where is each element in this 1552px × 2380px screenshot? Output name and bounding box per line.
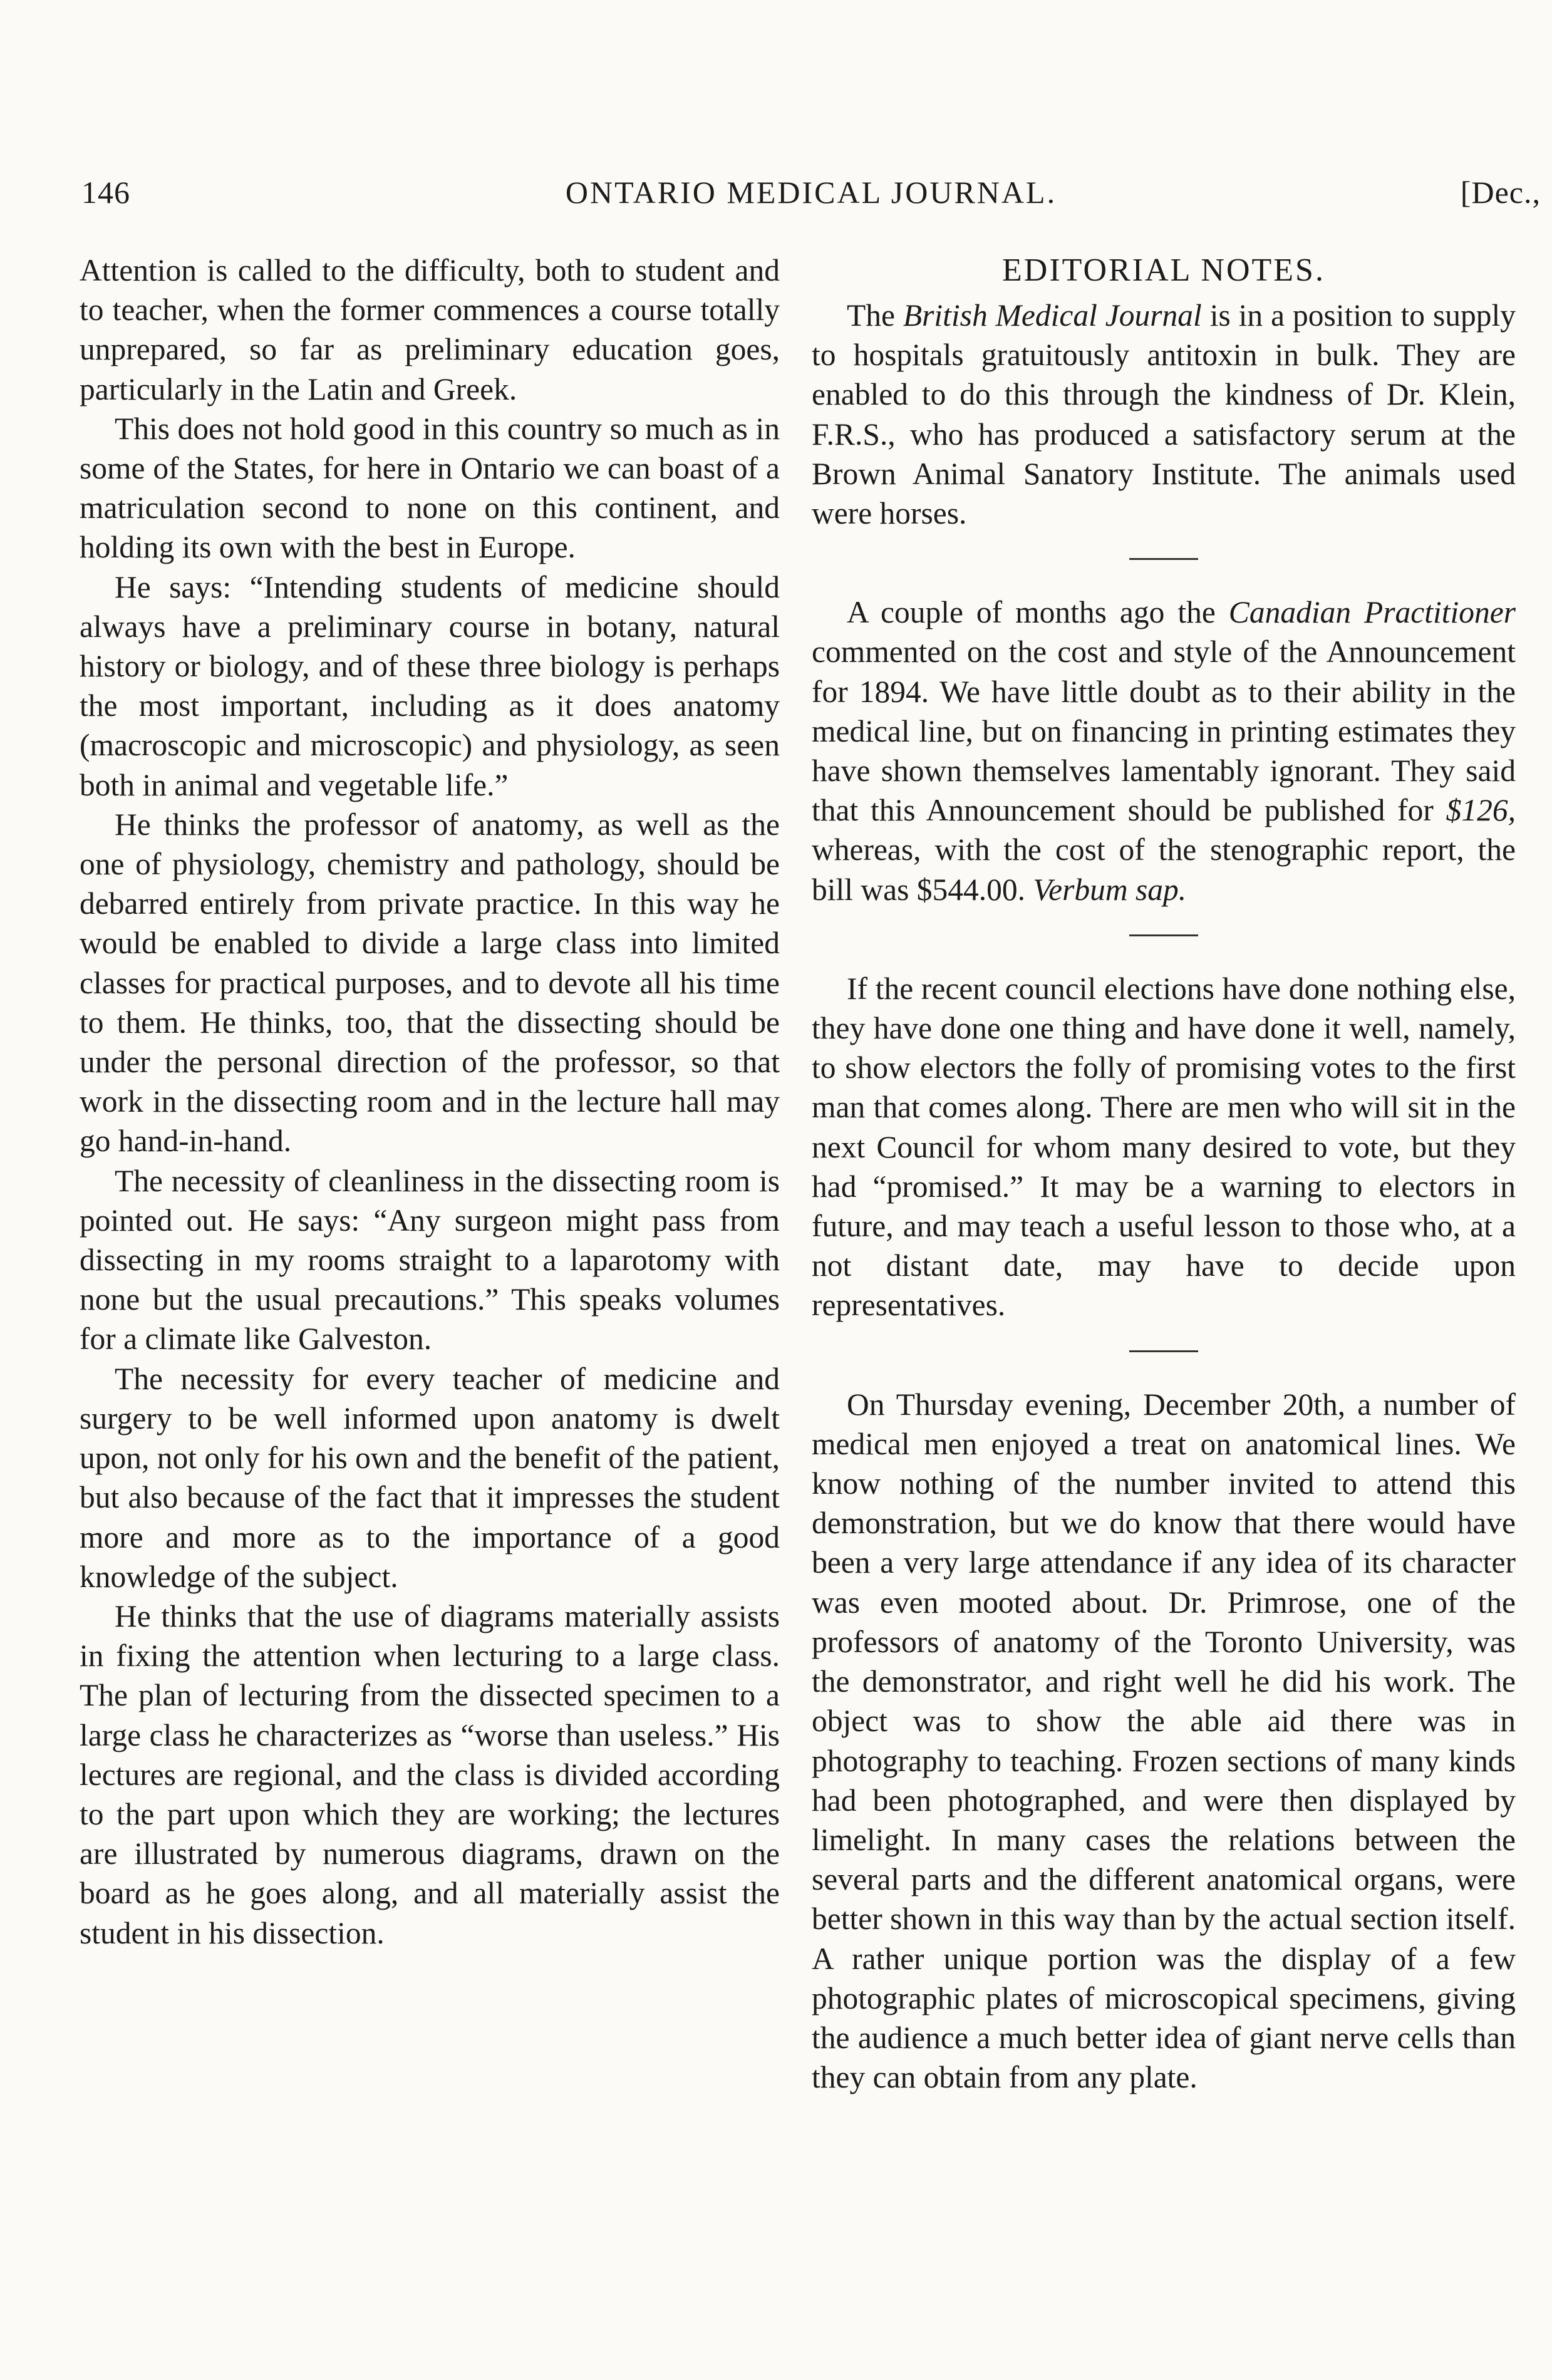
publication-name: British Medical Journal (903, 298, 1202, 333)
issue-month: [Dec., (1460, 175, 1541, 210)
paragraph: The necessity for every teacher of medicine and surgery to be well informed upon anatomy is dwelt upon, not only for his own and the benefit of the patient, but also because of the fact that it impresses the student more and more as to the importance of a good knowledge of the subject. (80, 1361, 780, 1594)
section-divider (1129, 934, 1198, 936)
section-divider (1129, 1350, 1198, 1352)
right-column (812, 251, 1516, 2097)
latin-phrase: Verbum sap. (1033, 872, 1187, 907)
note-text: commented on the cost and style of the Announcement for 1894. We have little doubt as to their ability in the medical line, but on financing in printing estimates they have shown themselves lamentably ignorant. They said that this Announcement should be published for (812, 634, 1516, 828)
editorial-note-elections: If the recent council elections have done nothing else, they have done one thing and have done it well, namely, to show electors the folly of promising votes to the first man that comes along. There are men who will sit in the next Council for whom many desired to vote, but they had “promised.” It may be a warning to electors in future, and may teach a useful lesson to those who, at a not distant date, may have to decide upon representatives. (812, 971, 1516, 1323)
quoted-amount: $126, (1446, 793, 1516, 828)
page-number: 146 (81, 175, 130, 210)
section-title: EDITORIAL NOTES. (1002, 252, 1325, 288)
journal-title: ONTARIO MEDICAL JOURNAL. (565, 175, 1057, 210)
editorial-note-demonstration: On Thursday evening, December 20th, a number of medical men enjoyed a treat on anatomical lines. We know nothing of the number invited to attend this demonstration, but we do know that there would have been a very large attendance if any idea of its character was even mooted about. Dr. Primrose, one of the professors of anatomy of the Toronto University, was the demonstrator, and right well he did his work. The object was to show the able aid there was in photography to teaching. Frozen sections of many kinds had been photographed, and were then displayed by limelight. In many cases the relations between the several parts and the different anatomical organs, were better shown in this way than by the actual section itself. A rather unique portion was the display of a few photographic plates of microscopical specimens, giving the audience a much better idea of giant nerve cells than they can obtain from any plate. (812, 1387, 1516, 2095)
section-divider (1129, 558, 1198, 560)
editorial-note-announcement (812, 592, 1516, 909)
paragraph: Attention is called to the difficulty, both to student and to teacher, when the former commences a course totally unprepared, so far as preliminary education goes, particularly in the Latin and Greek. (80, 253, 780, 406)
editorial-note-antitoxin (812, 296, 1516, 533)
left-column (80, 251, 780, 1953)
paragraph: He says: “Intending students of medicine should always have a preliminary course in botany, natural history or biology, and of these three biology is perhaps the most important, including as it does anatomy (macroscopic and microscopic) and physiology, as seen both in animal and vegetable life.” (80, 569, 780, 802)
paragraph: This does not hold good in this country so much as in some of the States, for here in Ontario we can boast of a matriculation second to none on this continent, and holding its own with the best in Europe. (80, 411, 780, 565)
paragraph: He thinks the professor of anatomy, as well as the one of physiology, chemistry and pathology, should be debarred entirely from private practice. In this way he would be enabled to divide a large class into limited classes for practical purposes, and to devote all his time to them. He thinks, too, that the dissecting should be under the personal direction of the professor, so that work in the dissecting room and in the lecture hall may go hand-in-hand. (80, 807, 780, 1159)
note-text: A couple of months ago the (847, 595, 1229, 630)
publication-name: Canadian Practitioner (1228, 595, 1516, 630)
running-header (81, 174, 1541, 230)
note-text: whereas, with the cost of the stenographic report, the bill was $544.00. (812, 832, 1516, 907)
paragraph: The necessity of cleanliness in the dissecting room is pointed out. He says: “Any surgeon might pass from dissecting in my rooms straight to a laparotomy with none but the usual precautions.” This speaks volumes for a climate like Galveston. (80, 1163, 780, 1357)
note-text: The (847, 298, 903, 333)
note-text: is in a position to supply to hospitals gratuitously antitoxin in bulk. They are enabled to do this through the kindness of Dr. Klein, F.R.S., who has produced a satisfactory serum at the Brown Animal Sanatory Institute. The animals used were horses. (812, 298, 1516, 531)
paragraph: He thinks that the use of diagrams materially assists in fixing the attention when lecturing to a large class. The plan of lecturing from the dissected specimen to a large class he characterizes as “worse than useless.” His lectures are regional, and the class is divided according to the part upon which they are working; the lectures are illustrated by numerous diagrams, drawn on the board as he goes along, and all materially assist the student in his dissection. (80, 1598, 780, 1950)
